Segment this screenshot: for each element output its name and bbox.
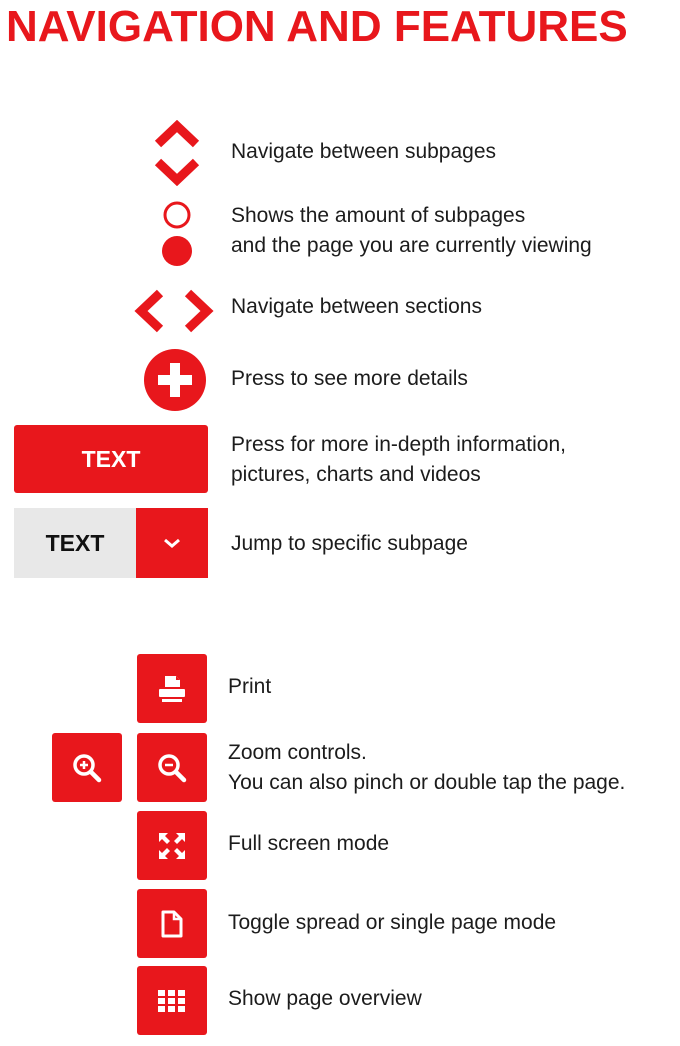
subpage-dots-desc: Shows the amount of subpages and the page you are currently viewing [231,204,592,257]
dot-indicator-icon [160,200,194,270]
print-desc: Print [228,675,272,698]
zoom-out-icon [157,753,187,783]
plus-circle-icon[interactable] [143,348,207,412]
subpage-dropdown[interactable] [14,508,208,578]
spread-desc: Toggle spread or single page mode [228,911,557,934]
overview-button[interactable] [137,966,207,1035]
chevron-left-right-icon[interactable] [134,288,214,334]
spread-toggle-button[interactable] [137,889,207,958]
dropdown-label[interactable]: TEXT [14,508,136,578]
section-nav-desc: Navigate between sections [231,295,482,318]
fullscreen-button[interactable] [137,811,207,880]
printer-icon [157,675,187,703]
grid-icon [157,989,187,1013]
fullscreen-desc: Full screen mode [228,832,390,855]
page-title: NAVIGATION AND FEATURES [6,2,628,51]
jump-desc: Jump to specific subpage [231,532,468,555]
info-button-desc: Press for more in-depth information, pictures, charts and videos [231,433,566,486]
print-button[interactable] [137,654,207,723]
zoom-out-button[interactable] [137,733,207,802]
zoom-in-button[interactable] [52,733,122,802]
chevron-down-icon[interactable] [136,508,208,578]
subpage-nav-desc: Navigate between subpages [231,140,497,163]
details-desc: Press to see more details [231,367,468,390]
page-icon [161,910,183,938]
fullscreen-icon [157,831,187,861]
chevron-up-down-icon[interactable] [152,120,202,186]
zoom-in-icon [72,753,102,783]
info-button[interactable]: TEXT [14,425,208,493]
zoom-desc: Zoom controls. You can also pinch or double tap the page. [228,741,626,794]
overview-desc: Show page overview [228,987,422,1010]
